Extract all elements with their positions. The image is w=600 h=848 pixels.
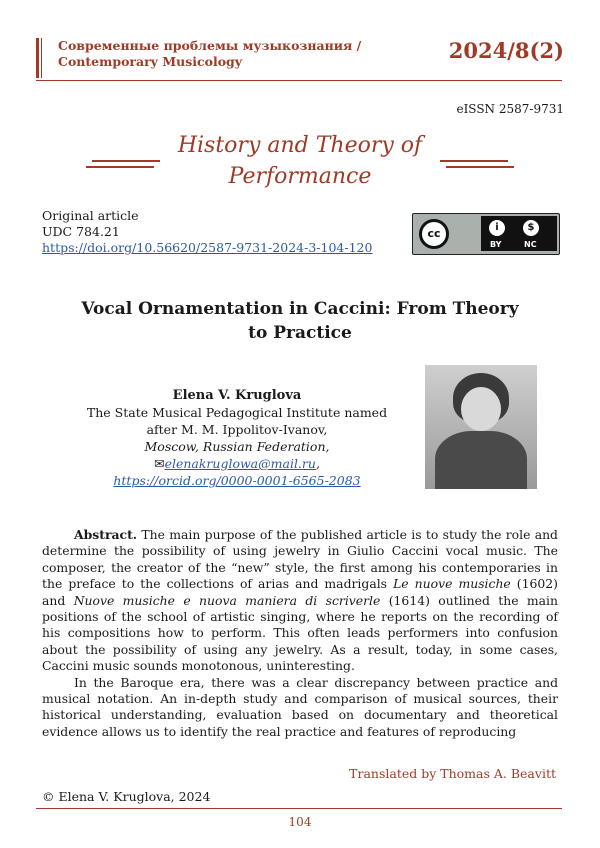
author-affiliation-1: The State Musical Pedagogical Institute named — [86, 405, 388, 420]
udc: UDC 784.21 — [42, 224, 120, 239]
rubric-line-1: History and Theory of — [177, 133, 423, 158]
journal-title-en: Contemporary Musicology — [58, 54, 243, 69]
cc-license-badge[interactable] — [412, 213, 560, 255]
author-affiliation-2: after M. M. Ippolitov-Ivanov, — [146, 422, 328, 437]
rubric-line-2: Performance — [228, 164, 372, 189]
header-rule — [36, 80, 562, 81]
header-accent-bar — [36, 38, 39, 78]
author-name: Elena V. Kruglova — [172, 388, 302, 403]
footer-rule — [36, 808, 562, 809]
nc-dollar-icon: $ — [521, 218, 541, 238]
journal-title — [58, 38, 398, 70]
author-email-row: ✉elenakruglowa@mail.ru, — [154, 456, 320, 471]
copyright: © Elena V. Kruglova, 2024 — [42, 789, 211, 804]
article-title-line-2: to Practice — [248, 323, 352, 343]
cc-icon: cc — [419, 219, 449, 249]
eissn: eISSN 2587-9731 — [456, 102, 564, 116]
abstract-paragraph-1: Abstract. The main purpose of the published article is to study the role and determine the possibility of using jewelry in Giulio Caccini vocal music. The composer, the creator of the “new” style, the first among his contemporaries in the preface to the collections of arias and madrigals Le nuove musiche (1602) and Nuove musiche e nuova maniera di scriverle (1614) outlined the main positions of the school of artistic singing, where he reports on the recording of his compositions how to perform. This often leads performers into confusion about the possibility of using any jewelry. As a result, today, in some cases, Caccini music sounds monotonous, uninteresting. — [42, 527, 559, 674]
abstract-label: Abstract. — [74, 527, 138, 542]
page-number: 104 — [288, 815, 312, 829]
author-email-link[interactable]: elenakruglowa@mail.ru — [164, 456, 316, 471]
doi-link[interactable]: https://doi.org/10.56620/2587-9731-2024-3-104-120 — [42, 240, 373, 255]
translator-credit: Translated by Thomas A. Beavitt — [349, 766, 556, 781]
issue-number: 2024/8(2) — [448, 38, 564, 63]
header-accent-bar-thin — [41, 38, 42, 78]
author-block — [82, 387, 392, 489]
abstract — [42, 527, 558, 740]
by-label: BY — [490, 240, 502, 249]
article-title — [60, 297, 540, 345]
rubric-decoration-right-bottom — [446, 166, 514, 168]
rubric-heading — [150, 130, 450, 192]
rubric-decoration-right-top — [440, 160, 508, 162]
envelope-icon: ✉ — [154, 456, 165, 471]
rubric-decoration-left-bottom — [86, 166, 154, 168]
nc-label: NC — [524, 240, 537, 249]
article-meta — [42, 208, 372, 256]
author-photo — [425, 365, 537, 489]
article-type: Original article — [42, 208, 139, 223]
article-title-line-1: Vocal Ornamentation in Caccini: From Theory — [81, 299, 519, 319]
journal-title-ru: Современные проблемы музыкознания / — [58, 38, 362, 53]
author-orcid-link[interactable]: https://orcid.org/0000-0001-6565-2083 — [113, 473, 361, 488]
by-person-icon: i — [487, 218, 507, 238]
abstract-paragraph-2: In the Baroque era, there was a clear discrepancy between practice and musical notation. An in-depth study and comparison of musical sources, their historical understanding, evaluation based on documentary and theoretical evidence allows us to identify the real practice and features of reproducing — [42, 674, 558, 739]
author-city: Moscow, Russian Federation, — [144, 439, 330, 454]
